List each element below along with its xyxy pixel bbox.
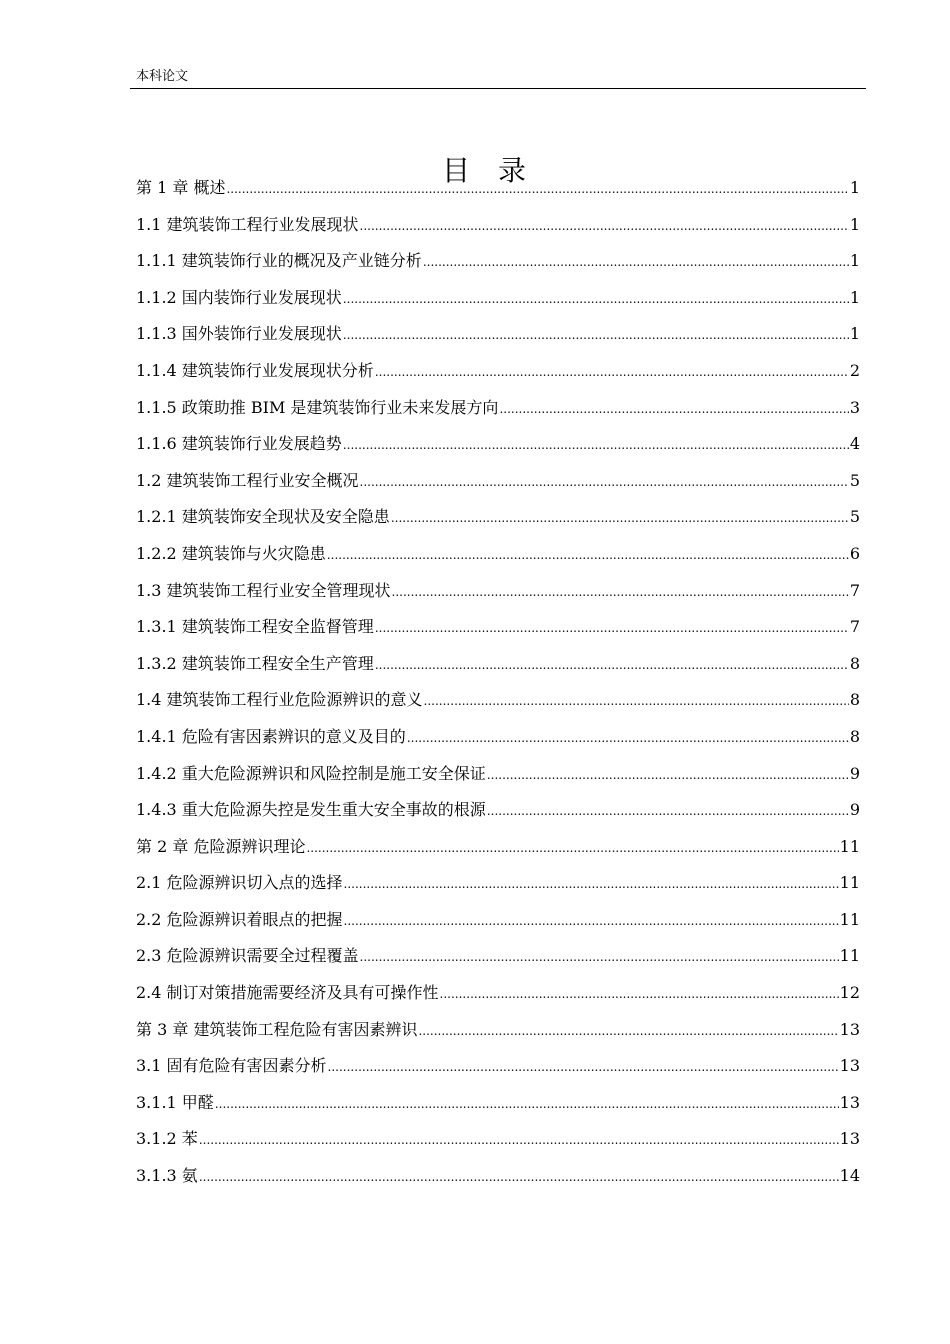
toc-entry-label: 2.3 危险源辨识需要全过程覆盖 [136,946,359,966]
toc-entry-page-number: 8 [849,690,860,710]
toc-entry-page-number: 14 [839,1166,860,1186]
toc-entry-label: 1.1.6 建筑装饰行业发展趋势 [136,434,342,454]
toc-entry-label: 1.1.3 国外装饰行业发展现状 [136,324,342,344]
toc-entry[interactable] [136,463,860,500]
toc-dot-leader [215,1086,839,1123]
toc-entry-page-number: 1 [849,324,860,344]
toc-entry[interactable] [136,243,860,280]
toc-dot-leader [343,427,849,464]
toc-dot-leader [328,1049,839,1086]
toc-dot-leader [343,281,849,318]
toc-entry-label: 1.4.3 重大危险源失控是发生重大安全事故的根源 [136,800,486,820]
toc-dot-leader [199,1122,839,1159]
toc-entry[interactable] [136,646,860,683]
toc-entry-label: 1.1.4 建筑装饰行业发展现状分析 [136,360,374,380]
toc-entry[interactable] [136,682,860,719]
toc-entry[interactable] [136,353,860,390]
toc-entry-label: 1.1.2 国内装饰行业发展现状 [136,287,342,307]
toc-dot-leader [423,244,849,281]
toc-entry-page-number: 7 [849,617,860,637]
toc-entry[interactable] [136,1012,860,1049]
toc-dot-leader [360,208,849,245]
toc-entry-page-number: 13 [839,1019,860,1039]
toc-entry[interactable] [136,390,860,427]
toc-dot-leader [392,574,849,611]
toc-entry-label: 1.3.2 建筑装饰工程安全生产管理 [136,653,374,673]
toc-entry[interactable] [136,865,860,902]
toc-entry-page-number: 1 [849,287,860,307]
toc-dot-leader [375,610,849,647]
toc-dot-leader [499,391,848,428]
toc-entry-page-number: 13 [839,1092,860,1112]
toc-entry-page-number: 12 [839,983,860,1003]
toc-dot-leader [344,866,839,903]
toc-entry-page-number: 5 [849,507,860,527]
toc-entry-page-number: 3 [849,397,860,417]
toc-entry-page-number: 9 [849,763,860,783]
toc-entry-page-number: 11 [839,836,860,856]
toc-entry-page-number: 13 [839,1129,860,1149]
toc-entry[interactable] [136,902,860,939]
toc-entry-page-number: 8 [849,726,860,746]
toc-entry-label: 第 2 章 危险源辨识理论 [136,836,306,856]
toc-entry-label: 1.2.1 建筑装饰安全现状及安全隐患 [136,507,390,527]
toc-entry[interactable] [136,426,860,463]
toc-entry-label: 1.1.1 建筑装饰行业的概况及产业链分析 [136,251,422,271]
toc-entry-label: 1.4.2 重大危险源辨识和风险控制是施工安全保证 [136,763,486,783]
toc-entry-label: 2.2 危险源辨识着眼点的把握 [136,909,343,929]
toc-entry[interactable] [136,792,860,829]
toc-dot-leader [424,683,849,720]
toc-dot-leader [226,171,848,208]
toc-dot-leader [360,939,839,976]
toc-entry-page-number: 7 [849,580,860,600]
toc-entry[interactable] [136,938,860,975]
header-text: 本科论文 [136,69,189,84]
toc-entry[interactable] [136,536,860,573]
toc-dot-leader [407,720,849,757]
toc-entry[interactable] [136,1158,860,1195]
toc-entry[interactable] [136,719,860,756]
toc-entry-page-number: 11 [839,909,860,929]
toc-entry-page-number: 9 [849,800,860,820]
toc-entry-label: 1.1 建筑装饰工程行业发展现状 [136,214,359,234]
toc-dot-leader [440,976,839,1013]
toc-entry[interactable] [136,829,860,866]
toc-entry-page-number: 1 [849,214,860,234]
toc-dot-leader [344,903,839,940]
page-title: 目录 [441,153,554,187]
toc-dot-leader [391,500,849,537]
toc-entry-page-number: 4 [849,434,860,454]
toc-entry-label: 1.2 建筑装饰工程行业安全概况 [136,470,359,490]
toc-dot-leader [375,354,849,391]
toc-entry[interactable] [136,280,860,317]
toc-entry-label: 第 3 章 建筑装饰工程危险有害因素辨识 [136,1019,418,1039]
toc-entry[interactable] [136,975,860,1012]
toc-dot-leader [375,647,849,684]
toc-entry-page-number: 13 [839,1056,860,1076]
toc-entry-page-number: 5 [849,470,860,490]
toc-entry-page-number: 6 [849,543,860,563]
toc-entry[interactable] [136,756,860,793]
toc-dot-leader [360,464,849,501]
toc-entry[interactable] [136,499,860,536]
toc-entry-label: 1.2.2 建筑装饰与火灾隐患 [136,543,326,563]
toc-entry-label: 第 1 章 概述 [136,178,226,197]
toc-entry-label: 2.4 制订对策措施需要经济及具有可操作性 [136,983,439,1003]
toc-entry[interactable] [136,170,860,207]
toc-entry[interactable] [136,573,860,610]
toc-entry-label: 1.3.1 建筑装饰工程安全监督管理 [136,617,374,637]
toc-entry-label: 2.1 危险源辨识切入点的选择 [136,873,343,893]
toc-entry[interactable] [136,316,860,353]
toc-entry[interactable] [136,609,860,646]
toc-entry-label: 1.4 建筑装饰工程行业危险源辨识的意义 [136,690,423,710]
toc-entry-page-number: 1 [849,178,860,197]
toc-entry-label: 3.1.1 甲醛 [136,1092,214,1112]
toc-entry-label: 1.4.1 危险有害因素辨识的意义及目的 [136,726,406,746]
toc-entry-label: 1.3 建筑装饰工程行业安全管理现状 [136,580,391,600]
toc-entry-label: 3.1 固有危险有害因素分析 [136,1056,327,1076]
toc-entry-label: 3.1.3 氨 [136,1166,198,1186]
toc-dot-leader [306,830,838,867]
toc-entry[interactable] [136,1048,860,1085]
page-header [130,68,866,89]
toc-entry-label: 3.1.2 苯 [136,1129,198,1149]
toc-dot-leader [199,1159,839,1196]
toc-entry[interactable] [136,1085,860,1122]
toc-entry-page-number: 11 [839,873,860,893]
toc-dot-leader [487,757,849,794]
toc-entry-label: 1.1.5 政策助推 BIM 是建筑装饰行业未来发展方向 [136,397,499,417]
toc-dot-leader [327,537,849,574]
table-of-contents [136,170,860,1195]
toc-entry-page-number: 1 [849,251,860,271]
toc-entry-page-number: 2 [849,360,860,380]
toc-entry-page-number: 8 [849,653,860,673]
toc-entry[interactable] [136,207,860,244]
toc-dot-leader [418,1013,838,1050]
toc-dot-leader [343,317,849,354]
toc-dot-leader [487,793,849,830]
toc-entry[interactable] [136,1121,860,1158]
toc-entry-page-number: 11 [839,946,860,966]
